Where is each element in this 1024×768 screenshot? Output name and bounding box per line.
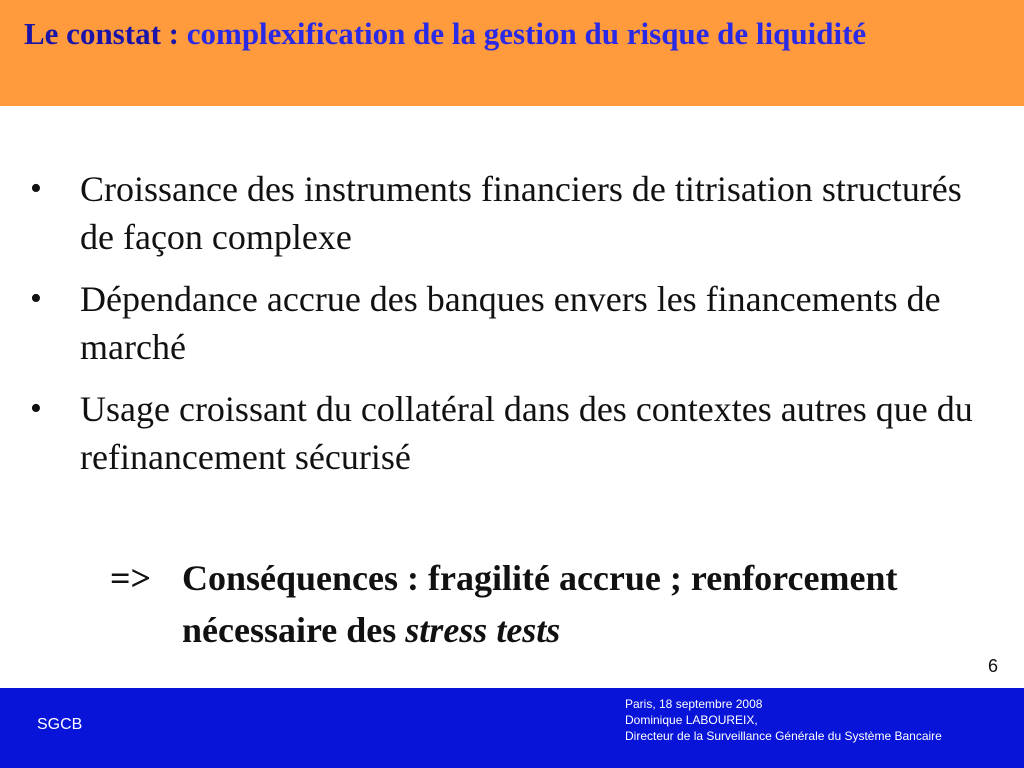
footer-role: Directeur de la Surveillance Générale du Système Bancaire xyxy=(625,729,942,743)
bullet-marker: • xyxy=(30,280,42,317)
page-number: 6 xyxy=(987,656,998,676)
slide-title-lead: Le constat : xyxy=(24,16,179,51)
bullet-item xyxy=(30,165,990,261)
bullet-list xyxy=(30,165,990,495)
footer-speaker: Dominique LABOUREIX, xyxy=(625,713,758,727)
footer-place-date: Paris, 18 septembre 2008 xyxy=(625,697,763,711)
bullet-text: Croissance des instruments financiers de titrisation structurés de façon complexe xyxy=(80,169,962,257)
conclusion-text xyxy=(182,552,982,656)
bullet-text: Dépendance accrue des banques envers les financements de marché xyxy=(80,279,941,367)
bullet-marker: • xyxy=(30,170,42,207)
conclusion-main: Conséquences : fragilité accrue ; renforcement nécessaire des xyxy=(182,558,898,650)
conclusion-emphasis: stress tests xyxy=(405,610,561,650)
footer-bar xyxy=(0,688,1024,768)
bullet-item xyxy=(30,385,990,481)
slide-title xyxy=(24,12,984,56)
bullet-marker: • xyxy=(30,390,42,427)
bullet-item xyxy=(30,275,990,371)
footer-credits xyxy=(625,696,942,744)
conclusion-arrow: => xyxy=(110,558,152,598)
title-banner xyxy=(0,0,1024,106)
slide-title-rest: complexification de la gestion du risque de liquidité xyxy=(186,16,867,51)
bullet-text: Usage croissant du collatéral dans des contextes autres que du refinancement sécurisé xyxy=(80,389,973,477)
footer-org: SGCB xyxy=(37,716,83,733)
